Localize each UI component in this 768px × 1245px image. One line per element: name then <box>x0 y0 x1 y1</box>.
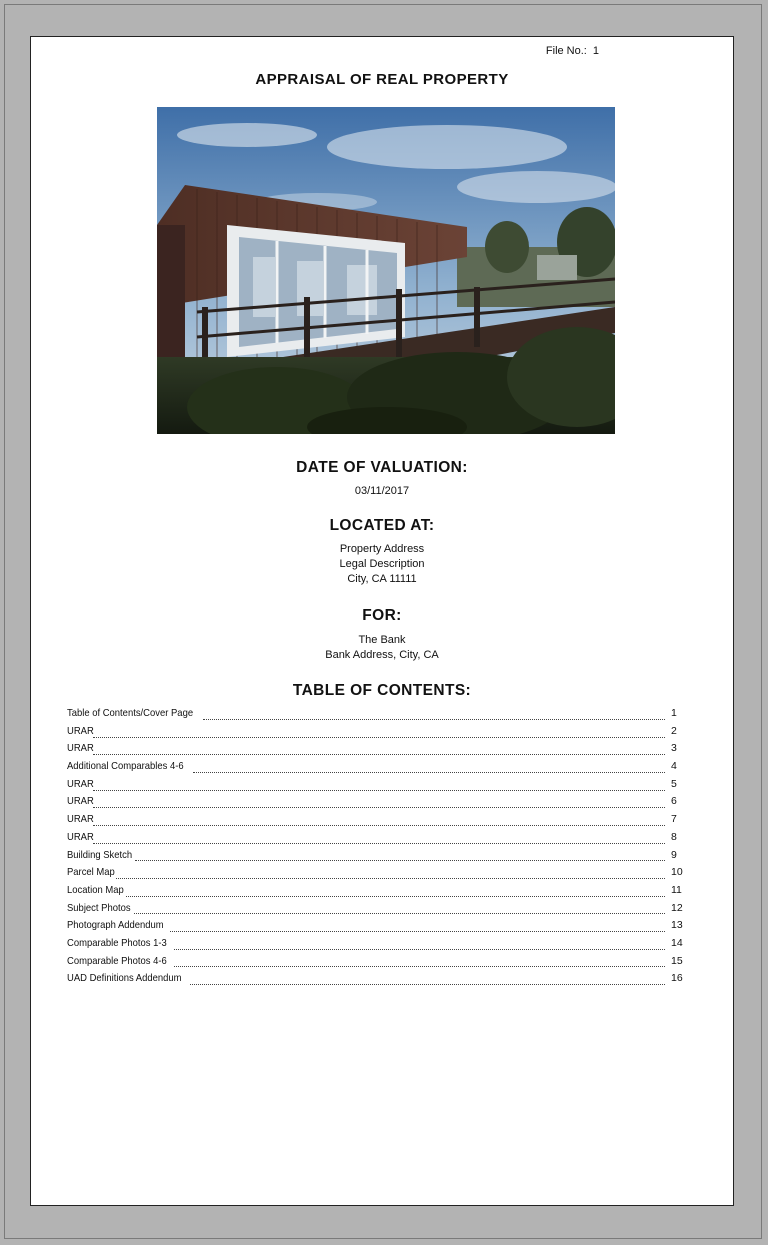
toc-entry-page: 4 <box>671 760 677 773</box>
toc-entry[interactable] <box>67 937 687 955</box>
toc-dot-leader <box>93 824 665 826</box>
toc-entry-label: Photograph Addendum <box>67 919 164 932</box>
toc-dot-leader <box>93 736 665 738</box>
toc-dot-leader <box>134 912 665 914</box>
toc-entry-page: 14 <box>671 936 683 949</box>
toc-entry-page: 1 <box>671 707 677 719</box>
toc-entry-page: 5 <box>671 777 677 790</box>
toc-entry-page: 8 <box>671 830 677 843</box>
toc-dot-leader <box>193 771 665 773</box>
toc-entry-label: Parcel Map <box>67 866 115 879</box>
toc-entry-label: Building Sketch <box>67 848 133 861</box>
toc-entry[interactable] <box>67 831 687 849</box>
property-city: City, CA 11111 <box>347 573 417 585</box>
toc-entry-page: 12 <box>671 901 683 914</box>
toc-entry-label: Comparable Photos 1-3 <box>67 936 167 949</box>
toc-dot-leader <box>190 983 665 985</box>
file-number <box>546 45 599 57</box>
toc-entry[interactable] <box>67 742 687 760</box>
toc-entry[interactable] <box>67 919 687 937</box>
file-number-value: 1 <box>592 45 599 57</box>
house-photo <box>157 107 615 434</box>
toc-entry-page: 10 <box>671 866 683 879</box>
client-heading: FOR: <box>362 607 402 624</box>
toc-dot-leader <box>93 753 665 755</box>
legal-description: Legal Description <box>339 558 425 570</box>
toc-entry[interactable] <box>67 725 687 743</box>
toc-entry-label: Comparable Photos 4-6 <box>67 954 167 967</box>
toc-entry-label: URAR <box>67 742 94 755</box>
toc-entry-page: 3 <box>671 742 677 755</box>
document-title: APPRAISAL OF REAL PROPERTY <box>255 71 509 88</box>
valuation-date: 03/11/2017 <box>354 485 410 497</box>
toc-dot-leader <box>174 965 665 967</box>
toc-dot-leader <box>93 806 665 808</box>
toc-entry[interactable] <box>67 972 687 990</box>
toc-entry[interactable] <box>67 813 687 831</box>
toc-dot-leader <box>203 718 665 720</box>
toc-dot-leader <box>126 895 665 897</box>
toc-entry-page: 13 <box>671 919 683 932</box>
table-of-contents <box>67 707 687 990</box>
valuation-heading: DATE OF VALUATION: <box>296 459 468 476</box>
toc-dot-leader <box>170 930 665 932</box>
client-name: The Bank <box>358 634 406 646</box>
toc-dot-leader <box>93 842 665 844</box>
toc-entry[interactable] <box>67 707 687 725</box>
location-heading: LOCATED AT: <box>329 517 435 534</box>
client-address: Bank Address, City, CA <box>325 649 439 661</box>
toc-entry-label: URAR <box>67 777 94 790</box>
toc-entry-label: Table of Contents/Cover Page <box>67 707 194 719</box>
toc-dot-leader <box>93 789 665 791</box>
toc-entry-page: 15 <box>671 954 683 967</box>
toc-entry[interactable] <box>67 866 687 884</box>
toc-entry[interactable] <box>67 884 687 902</box>
toc-entry-label: Location Map <box>67 883 124 896</box>
toc-entry-page: 7 <box>671 813 677 826</box>
property-address: Property Address <box>339 543 425 555</box>
toc-entry-page: 2 <box>671 724 677 737</box>
toc-dot-leader <box>174 948 665 950</box>
toc-entry[interactable] <box>67 902 687 920</box>
toc-entry[interactable] <box>67 849 687 867</box>
toc-heading: TABLE OF CONTENTS: <box>292 682 472 699</box>
toc-entry-page: 9 <box>671 848 677 861</box>
toc-entry[interactable] <box>67 795 687 813</box>
toc-entry[interactable] <box>67 955 687 973</box>
toc-entry-label: URAR <box>67 724 94 737</box>
toc-entry-label: URAR <box>67 830 94 843</box>
toc-entry-label: Additional Comparables 4-6 <box>67 760 184 773</box>
toc-entry[interactable] <box>67 778 687 796</box>
toc-entry-label: UAD Definitions Addendum <box>67 972 182 985</box>
toc-entry-label: Subject Photos <box>67 901 131 914</box>
toc-dot-leader <box>135 859 665 861</box>
document-page <box>30 36 734 1206</box>
toc-entry-label: URAR <box>67 795 94 808</box>
toc-entry[interactable] <box>67 760 687 778</box>
file-number-label: File No.: <box>545 45 587 57</box>
toc-entry-page: 6 <box>671 795 677 808</box>
toc-entry-page: 11 <box>671 883 682 896</box>
toc-entry-page: 16 <box>671 972 683 985</box>
toc-entry-label: URAR <box>67 813 94 826</box>
toc-dot-leader <box>116 877 665 879</box>
